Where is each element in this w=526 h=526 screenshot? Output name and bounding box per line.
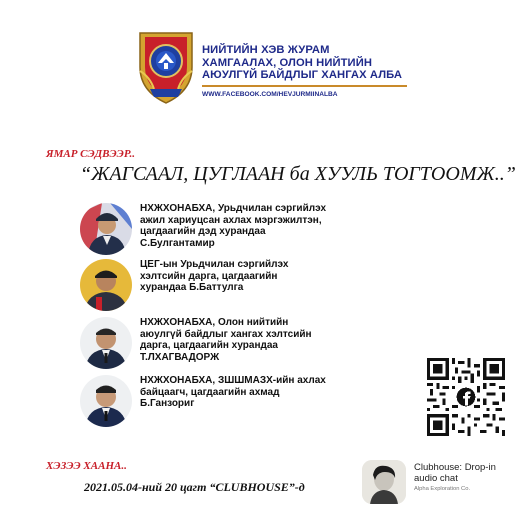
speaker-line: НХЖХОНАБХА, Олон нийтийн [140,317,289,328]
speaker-line: Т.ЛХАГВАДОРЖ [140,351,220,363]
speaker-line: ажил хариуцсан ахлах мэргэжилтэн, [140,214,322,226]
speaker-line: хэлтсийн дарга, цагдаагийн [140,270,278,282]
speaker-line: хурандаа Б.Баттулга [140,282,244,294]
speaker-line: аюулгүй байдлыг хангах хэлтсийн [140,328,312,340]
police-emblem-icon [136,27,196,105]
speaker-line: НХЖХОНАБХА, Урьдчилан сэргийлэх [140,203,327,214]
speaker-line: дарга, цагдаагийн хурандаа [140,340,278,352]
speaker-line: байцаагч, цагдаагийн ахмад [140,386,280,398]
app-name[interactable] [414,462,519,484]
header-divider [202,85,407,87]
event-datetime: 2021.05.04-ний 20 цагт “CLUBHOUSE”-д [84,480,305,494]
app-name-line: audio chat [414,473,458,484]
speaker-line: Б.Ганзориг [140,398,195,410]
speaker-line: С.Булгантамир [140,237,215,249]
clubhouse-app-icon[interactable] [362,460,406,504]
speaker-avatar [80,203,132,255]
speaker-avatar [80,259,132,311]
topic-title: “ЖАГСААЛ, ЦУГЛААН ба ХУУЛЬ ТОГТООМЖ..” [80,163,516,185]
speaker-info [140,259,380,294]
speaker-line: ЦЕГ-ын Урьдчилан сэргийлэх [140,259,289,270]
org-name-line: ХАМГААЛАХ, ОЛОН НИЙТИЙН [202,56,373,69]
org-name-line: НИЙТИЙН ХЭВ ЖУРАМ [202,44,330,56]
speaker-info [140,317,380,363]
qr-code-icon[interactable] [427,358,505,436]
speaker-avatar [80,375,132,427]
speaker-avatar [80,317,132,369]
topic-question: ЯМАР СЭДВЭЭР.. [46,148,135,160]
when-where-question: ХЭЗЭЭ ХААНА.. [46,460,127,472]
speaker-info [140,375,380,410]
app-name-line: Clubhouse: Drop-in [414,462,496,473]
organization-name [202,44,442,82]
facebook-link[interactable]: WWW.FACEBOOK.COM/HEVJURMIINALBA [202,91,338,98]
org-name-line: АЮУЛГҮЙ БАЙДЛЫГ ХАНГАХ АЛБА [202,69,403,82]
app-developer: Alpha Exploration Co. [414,486,471,492]
speaker-line: цагдаагийн дэд хурандаа [140,226,266,238]
speaker-line: НХЖХОНАБХА, ЗШШМАЗХ-ийн ахлах [140,375,326,386]
speaker-info [140,203,380,249]
